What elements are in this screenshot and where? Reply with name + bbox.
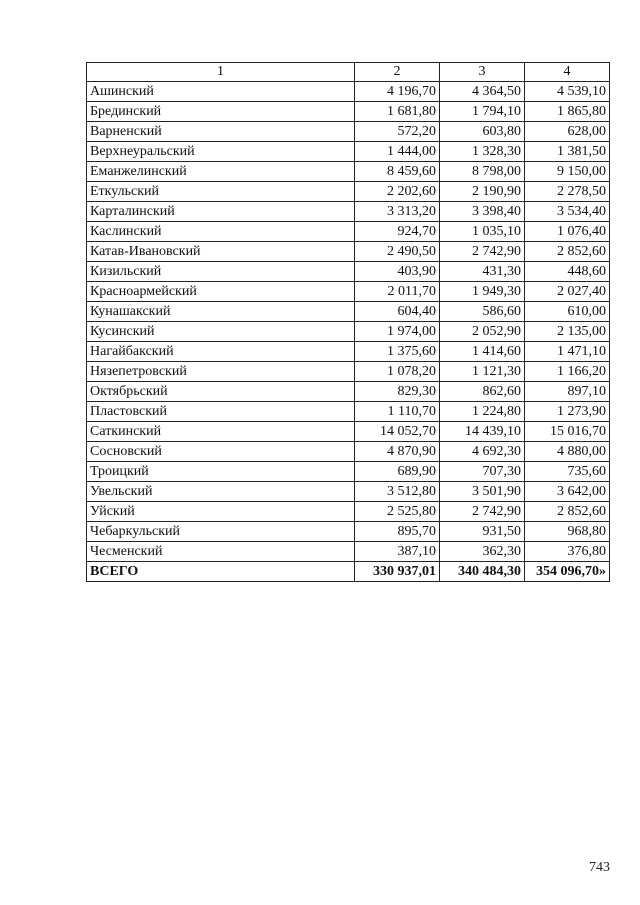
district-name-cell: Верхнеуральский: [87, 142, 355, 162]
table-row: [87, 382, 610, 402]
district-name-cell: Еткульский: [87, 182, 355, 202]
value-cell-col-2: 829,30: [355, 382, 440, 402]
value-cell-col-3: 4 364,50: [440, 82, 525, 102]
value-cell-col-3: 862,60: [440, 382, 525, 402]
value-cell-col-3: 931,50: [440, 522, 525, 542]
value-cell-col-3: 1 794,10: [440, 102, 525, 122]
value-cell-col-3: 3 501,90: [440, 482, 525, 502]
value-cell-col-4: 448,60: [525, 262, 610, 282]
value-cell-col-2: 14 052,70: [355, 422, 440, 442]
table-row: [87, 182, 610, 202]
district-name-cell: Каслинский: [87, 222, 355, 242]
table-row: [87, 542, 610, 562]
value-cell-col-3: 431,30: [440, 262, 525, 282]
table-header-row: [87, 63, 610, 82]
value-cell-col-4: 9 150,00: [525, 162, 610, 182]
district-name-cell: Карталинский: [87, 202, 355, 222]
table-row: [87, 262, 610, 282]
district-name-cell: Октябрьский: [87, 382, 355, 402]
value-cell-col-4: 1 273,90: [525, 402, 610, 422]
value-cell-col-4: 897,10: [525, 382, 610, 402]
value-cell-col-3: 362,30: [440, 542, 525, 562]
table-row: [87, 302, 610, 322]
district-name-cell: Варненский: [87, 122, 355, 142]
value-cell-col-3: 1 121,30: [440, 362, 525, 382]
value-cell-col-2: 1 110,70: [355, 402, 440, 422]
value-cell-col-4: 2 278,50: [525, 182, 610, 202]
district-name-cell: Красноармейский: [87, 282, 355, 302]
value-cell-col-4: 628,00: [525, 122, 610, 142]
value-cell-col-4: 3 534,40: [525, 202, 610, 222]
value-cell-col-2: 2 202,60: [355, 182, 440, 202]
value-cell-col-2: 572,20: [355, 122, 440, 142]
column-header-3: 3: [440, 63, 525, 82]
district-name-cell: Катав-Ивановский: [87, 242, 355, 262]
total-value-cell-col-3: 340 484,30: [440, 562, 525, 582]
page-number: 743: [589, 860, 610, 875]
value-cell-col-3: 8 798,00: [440, 162, 525, 182]
value-cell-col-3: 1 224,80: [440, 402, 525, 422]
table-row: [87, 242, 610, 262]
district-name-cell: Увельский: [87, 482, 355, 502]
value-cell-col-3: 707,30: [440, 462, 525, 482]
value-cell-col-4: 1 076,40: [525, 222, 610, 242]
table-row: [87, 442, 610, 462]
value-cell-col-3: 586,60: [440, 302, 525, 322]
district-name-cell: Чесменский: [87, 542, 355, 562]
value-cell-col-4: 2 027,40: [525, 282, 610, 302]
value-cell-col-4: 735,60: [525, 462, 610, 482]
table-row: [87, 482, 610, 502]
value-cell-col-2: 4 870,90: [355, 442, 440, 462]
district-name-cell: Нязепетровский: [87, 362, 355, 382]
district-name-cell: Кунашакский: [87, 302, 355, 322]
value-cell-col-4: 1 166,20: [525, 362, 610, 382]
district-name-cell: Троицкий: [87, 462, 355, 482]
value-cell-col-4: 1 865,80: [525, 102, 610, 122]
table-row: [87, 102, 610, 122]
district-name-cell: Еманжелинский: [87, 162, 355, 182]
value-cell-col-4: 376,80: [525, 542, 610, 562]
district-name-cell: Пластовский: [87, 402, 355, 422]
value-cell-col-2: 2 011,70: [355, 282, 440, 302]
table-row: [87, 402, 610, 422]
value-cell-col-2: 924,70: [355, 222, 440, 242]
value-cell-col-2: 2 490,50: [355, 242, 440, 262]
total-value-cell-col-2: 330 937,01: [355, 562, 440, 582]
total-label-cell: ВСЕГО: [87, 562, 355, 582]
value-cell-col-2: 1 078,20: [355, 362, 440, 382]
district-name-cell: Кусинский: [87, 322, 355, 342]
district-name-cell: Уйский: [87, 502, 355, 522]
table-row: [87, 222, 610, 242]
table-row: [87, 342, 610, 362]
value-cell-col-4: 4 539,10: [525, 82, 610, 102]
district-name-cell: Нагайбакский: [87, 342, 355, 362]
district-name-cell: Саткинский: [87, 422, 355, 442]
value-cell-col-2: 3 313,20: [355, 202, 440, 222]
value-cell-col-3: 2 190,90: [440, 182, 525, 202]
table-row: [87, 122, 610, 142]
table-row: [87, 282, 610, 302]
value-cell-col-4: 968,80: [525, 522, 610, 542]
district-name-cell: Сосновский: [87, 442, 355, 462]
value-cell-col-3: 2 742,90: [440, 502, 525, 522]
value-cell-col-3: 14 439,10: [440, 422, 525, 442]
value-cell-col-3: 2 052,90: [440, 322, 525, 342]
value-cell-col-2: 403,90: [355, 262, 440, 282]
value-cell-col-4: 1 381,50: [525, 142, 610, 162]
district-name-cell: Чебаркульский: [87, 522, 355, 542]
value-cell-col-4: 15 016,70: [525, 422, 610, 442]
value-cell-col-2: 604,40: [355, 302, 440, 322]
table-row: [87, 462, 610, 482]
value-cell-col-2: 689,90: [355, 462, 440, 482]
value-cell-col-3: 2 742,90: [440, 242, 525, 262]
district-name-cell: Ашинский: [87, 82, 355, 102]
value-cell-col-2: 387,10: [355, 542, 440, 562]
value-cell-col-3: 4 692,30: [440, 442, 525, 462]
value-cell-col-4: 610,00: [525, 302, 610, 322]
value-cell-col-3: 3 398,40: [440, 202, 525, 222]
total-value-cell-col-4: 354 096,70»: [525, 562, 610, 582]
value-cell-col-2: 895,70: [355, 522, 440, 542]
table-row: [87, 142, 610, 162]
district-name-cell: Брединский: [87, 102, 355, 122]
value-cell-col-2: 1 681,80: [355, 102, 440, 122]
value-cell-col-4: 2 852,60: [525, 242, 610, 262]
value-cell-col-4: 2 852,60: [525, 502, 610, 522]
table-row: [87, 362, 610, 382]
value-cell-col-2: 1 974,00: [355, 322, 440, 342]
value-cell-col-2: 8 459,60: [355, 162, 440, 182]
value-cell-col-2: 4 196,70: [355, 82, 440, 102]
value-cell-col-2: 1 375,60: [355, 342, 440, 362]
table-row: [87, 502, 610, 522]
table-row: [87, 162, 610, 182]
column-header-1: 1: [87, 63, 355, 82]
table-row: [87, 422, 610, 442]
value-cell-col-3: 1 035,10: [440, 222, 525, 242]
column-header-2: 2: [355, 63, 440, 82]
budget-table: [86, 62, 610, 582]
value-cell-col-3: 1 328,30: [440, 142, 525, 162]
value-cell-col-4: 4 880,00: [525, 442, 610, 462]
value-cell-col-2: 3 512,80: [355, 482, 440, 502]
district-name-cell: Кизильский: [87, 262, 355, 282]
value-cell-col-3: 1 414,60: [440, 342, 525, 362]
table-row: [87, 202, 610, 222]
value-cell-col-3: 1 949,30: [440, 282, 525, 302]
value-cell-col-4: 1 471,10: [525, 342, 610, 362]
table-body: [87, 82, 610, 582]
total-row: [87, 562, 610, 582]
value-cell-col-4: 2 135,00: [525, 322, 610, 342]
value-cell-col-4: 3 642,00: [525, 482, 610, 502]
table-row: [87, 322, 610, 342]
value-cell-col-2: 2 525,80: [355, 502, 440, 522]
table-row: [87, 82, 610, 102]
value-cell-col-3: 603,80: [440, 122, 525, 142]
value-cell-col-2: 1 444,00: [355, 142, 440, 162]
column-header-4: 4: [525, 63, 610, 82]
table-row: [87, 522, 610, 542]
